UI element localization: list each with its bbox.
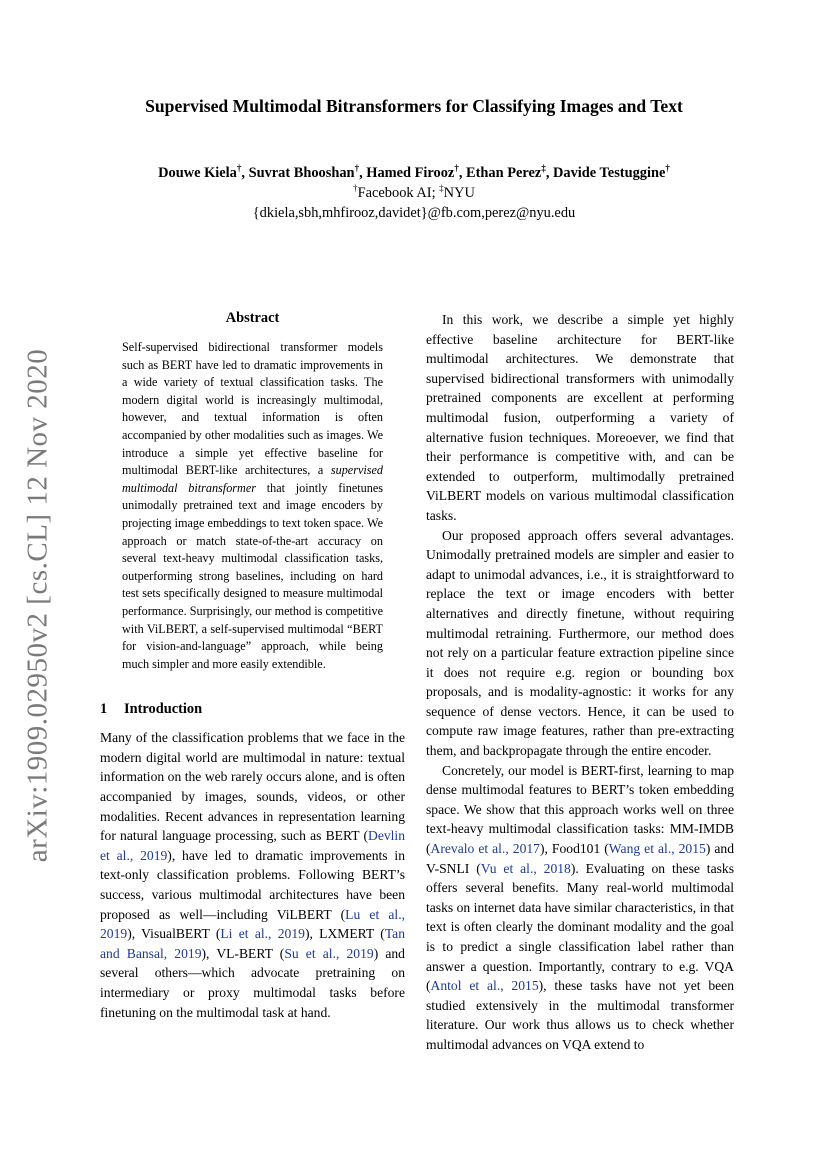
affiliation-name: Facebook AI; bbox=[357, 185, 440, 201]
arxiv-identifier bbox=[18, 348, 58, 862]
section-heading-introduction bbox=[100, 701, 405, 718]
paragraph-text: Concretely, our model is BERT-first, learning to map dense multimodal features to BERT’s token embedding space. We show that this approach works well on three text-heavy multimodal classification tasks: MM-IMDB ( bbox=[426, 762, 734, 857]
author-name: Suvrat Bhooshan bbox=[248, 165, 355, 181]
affiliation-mark: † bbox=[353, 183, 358, 194]
paragraph-text: ), VisualBERT ( bbox=[127, 926, 221, 942]
intro-paragraph-3: Our proposed approach offers several advantages. Unimodally pretrained models are simpler and easier to adapt to unimodal advances, i.e., it is straightforward to replace the text or image encoders with better alternatives and directly finetune, without requiring multimodal retraining. Furthermore, our method does not rely on a particular feature extraction pipeline since it does not require e.g. region or bounding box proposals, and is modality-agnostic: it works for any sequence of dense vectors. Hence, it can be used to compute raw image features, rather than pre-extracting them, and backpropagate through the entire encoder. bbox=[426, 527, 734, 759]
author-emails: {dkiela,sbh,mhfirooz,davidet}@fb.com,perez@nyu.edu bbox=[252, 205, 576, 221]
citation-link[interactable]: Arevalo et al., 2017 bbox=[430, 841, 540, 857]
author-mark: † bbox=[454, 163, 459, 174]
author-name: Hamed Firooz bbox=[366, 165, 455, 181]
affiliation-name: NYU bbox=[443, 185, 475, 201]
paragraph-text: ), Food101 ( bbox=[539, 841, 609, 857]
affiliation-mark: ‡ bbox=[439, 183, 444, 194]
abstract-heading: Abstract bbox=[225, 310, 280, 326]
arxiv-identifier-text: arXiv:1909.02950v2 [cs.CL] 12 Nov 2020 bbox=[21, 348, 54, 862]
citation-link[interactable]: Lu et al., 2019 bbox=[100, 906, 405, 942]
paragraph-text: ), LXMERT ( bbox=[304, 926, 385, 942]
abstract-part: Self-supervised bidirectional transformer models such as BERT have led to dramatic improvements in a wide variety of textual classification tasks. The modern digital world is increasingly multimodal, however, and textual information is often accompanied by other modalities such as images. We introduce a simple yet effective baseline for multimodal BERT-like architectures, a bbox=[122, 340, 383, 478]
author-name: Davide Testuggine bbox=[553, 165, 666, 181]
author-block bbox=[100, 163, 728, 223]
author-names: Douwe Kiela†, Suvrat Bhooshan†, Hamed Firooz†, Ethan Perez‡, Davide Testuggine† bbox=[158, 163, 670, 181]
left-column bbox=[100, 310, 405, 1022]
citation-link[interactable]: Wang et al., 2015 bbox=[608, 841, 706, 857]
section-number: 1 bbox=[100, 701, 108, 718]
citation-link[interactable]: Devlin et al., 2019 bbox=[100, 828, 405, 863]
author-name: Ethan Perez bbox=[466, 165, 542, 181]
section-title: Introduction bbox=[124, 701, 203, 718]
abstract-text bbox=[122, 339, 383, 673]
paragraph-text: Many of the classification problems that we face in the modern digital world are multimodal in nature: textual information on the web rarely occurs alone, and is often accompanied by images, sounds, videos, or other modalities. Recent advances in representation learning for natural language processing, such as BERT ( bbox=[100, 730, 405, 844]
citation-link[interactable]: Su et al., 2019 bbox=[284, 945, 374, 961]
abstract-part: that jointly finetunes unimodally pretrained text and image encoders by projecting image embeddings to text token space. We approach or match state-of-the-art accuracy on several text-heavy multimodal classification tasks, outperforming strong baselines, including on hard test sets specifically designed to measure multimodal performance. Surprisingly, our method is competitive with ViLBERT, a self-supervised multimodal “BERT for vision-and-language” approach, while being much simpler and more easily extendible. bbox=[122, 480, 383, 671]
citation-link[interactable]: Li et al., 2019 bbox=[220, 926, 305, 942]
citation-link[interactable]: Tan and Bansal, 2019 bbox=[100, 926, 405, 961]
paragraph-text: ) and V-SNLI ( bbox=[426, 841, 734, 876]
intro-paragraph-1 bbox=[100, 728, 405, 1022]
author-name: Douwe Kiela bbox=[158, 165, 237, 181]
paragraph-text: ), these tasks have not yet been studied extensively in the multimodal transformer literature. Our work thus allows us to check whether multimodal advances on VQA extend to bbox=[426, 978, 735, 1052]
citation-link[interactable]: Antol et al., 2015 bbox=[430, 978, 539, 994]
intro-paragraph-4 bbox=[426, 761, 734, 1055]
paragraph-text: ). Evaluating on these tasks offers several benefits. Many real-world multimodal tasks on internet data have similar characteristics, in that text is often clearly the dominant modality and the goal is to predict a single classification label rather than answer a question. Importantly, contrary to e.g. VQA ( bbox=[426, 860, 734, 994]
paragraph-text: ), VL-BERT ( bbox=[201, 945, 285, 961]
abstract-emphasis: supervised multimodal bitransformer bbox=[122, 463, 383, 495]
author-mark: ‡ bbox=[541, 163, 546, 174]
paragraph-text: ), have led to dramatic improvements in text-only classification problems. Following BERT’s success, various multimodal architectures have been proposed as well—including ViLBERT ( bbox=[100, 847, 406, 922]
citation-link[interactable]: Vu et al., 2018 bbox=[480, 860, 571, 876]
intro-paragraph-2: In this work, we describe a simple yet highly effective baseline architecture for BERT-like multimodal architectures. We demonstrate that supervised bidirectional transformers with unimodally pretrained components are excellent at performing multimodal fusion, outperforming a variety of alternative fusion techniques. Moreoever, we find that their performance is competitive with, and can be extended to outperform, multimodally pretrained ViLBERT models on various multimodal classification tasks. bbox=[426, 312, 734, 523]
author-mark: † bbox=[236, 163, 242, 174]
affiliations bbox=[100, 183, 728, 203]
paper-title: Supervised Multimodal Bitransformers for Classifying Images and Text bbox=[145, 96, 683, 116]
paragraph-text: ) and several others—which advocate pretraining on intermediary or proxy multimodal tasks before finetuning on the multimodal task at hand. bbox=[100, 945, 405, 1020]
author-mark: † bbox=[665, 163, 670, 174]
right-column bbox=[426, 310, 734, 1055]
author-mark: † bbox=[354, 163, 360, 174]
